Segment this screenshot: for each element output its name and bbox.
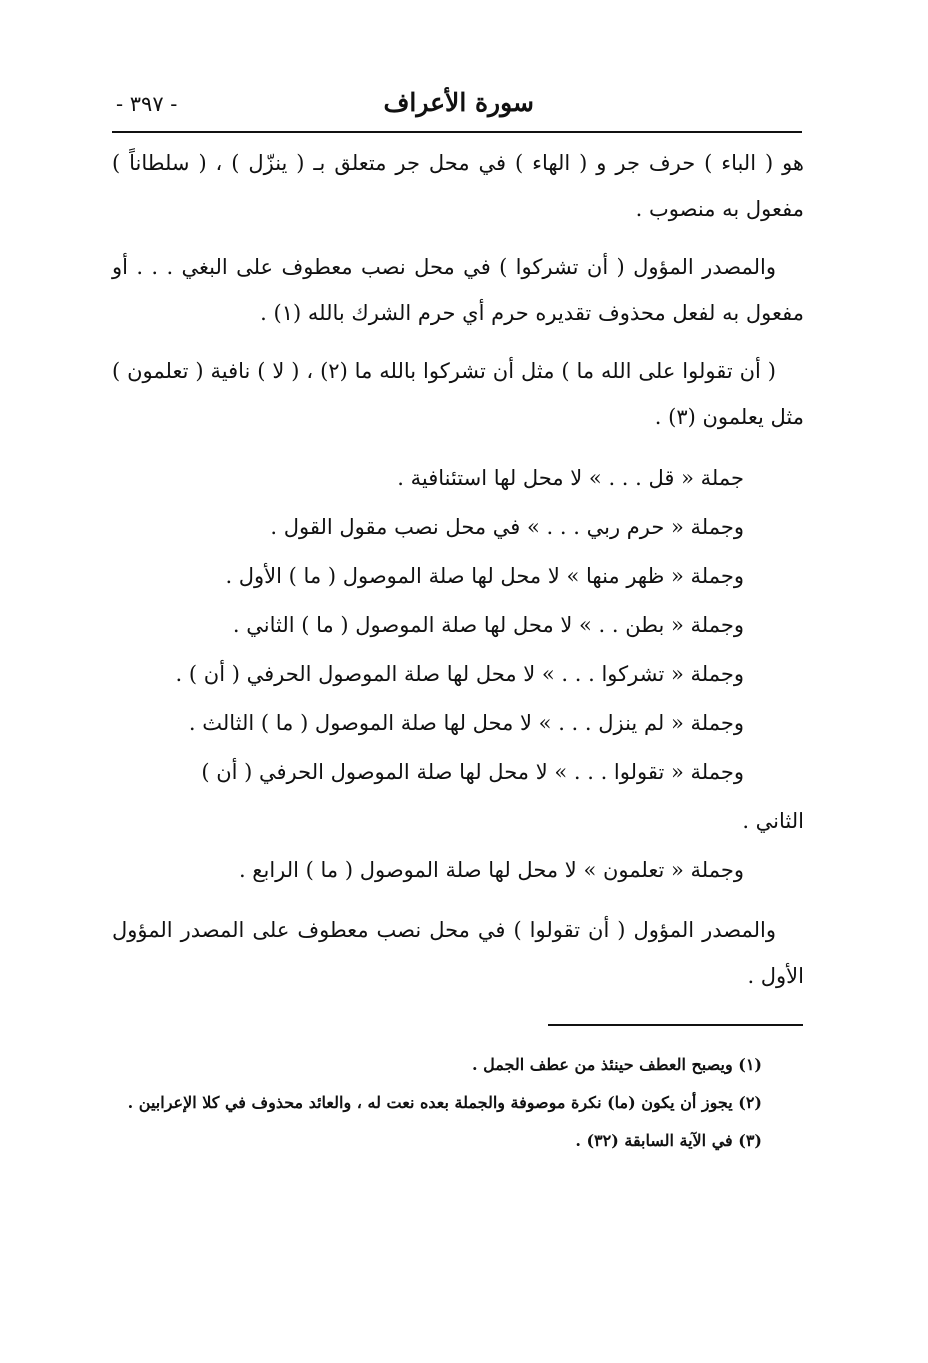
sentence-analysis-7-continuation: الثاني . <box>742 809 804 833</box>
paragraph-1: هو ( الباء ) حرف جر و ( الهاء ) في محل جر متعلق بـ ( ينزّل ) ، ( سلطاناً ) مفعول به منصوب . <box>112 151 804 221</box>
page-title: سورة الأعراف <box>383 88 534 117</box>
sentence-analysis-4: وجملة « بطن . . » لا محل لها صلة الموصول ( ما ) الثاني . <box>232 613 744 637</box>
footnote-divider <box>548 1024 803 1026</box>
sentence-analysis-3: وجملة « ظهر منها » لا محل لها صلة الموصول ( ما ) الأول . <box>225 564 744 588</box>
sentence-analysis-2: وجملة « حرم ربي . . . » في محل نصب مقول القول . <box>270 515 744 539</box>
sentence-analysis-1: جملة « قل . . . » لا محل لها استئنافية . <box>397 466 744 490</box>
footnote-1: (١) ويصبح العطف حينئذ من عطف الجمل . <box>471 1055 762 1074</box>
page-number: - ٣٩٧ - <box>116 92 178 116</box>
main-text <box>112 140 804 999</box>
header-divider <box>112 131 802 133</box>
paragraph-2: والمصدر المؤول ( أن تشركوا ) في محل نصب معطوف على البغي . . . أو مفعول به لفعل محذوف تقديره حرم أي حرم الشرك بالله (١) . <box>112 255 804 325</box>
sentence-analysis-5: وجملة « تشركوا . . . » لا محل لها صلة الموصول الحرفي ( أن ) . <box>175 662 744 686</box>
spacer <box>112 440 804 454</box>
page-header <box>112 84 802 128</box>
sentence-analysis-6: وجملة « لم ينزل . . . » لا محل لها صلة الموصول ( ما ) الثالث . <box>188 711 744 735</box>
spacer <box>112 895 804 907</box>
footnote-2: (٢) يجوز أن يكون (ما) نكرة موصوفة والجملة بعده نعت له ، والعائد محذوف في كلا الإعرابين . <box>127 1093 762 1112</box>
paragraph-4: والمصدر المؤول ( أن تقولوا ) في محل نصب معطوف على المصدر المؤول الأول . <box>112 918 804 988</box>
footnotes <box>100 1046 762 1160</box>
sentence-analysis-7: وجملة « تقولوا . . . » لا محل لها صلة الموصول الحرفي ( أن ) <box>201 760 744 784</box>
paragraph-3: ( أن تقولوا على الله ما ) مثل أن تشركوا بالله ما (٢) ، ( لا ) نافية ( تعلمون ) مثل يعلمون (٣) . <box>112 359 804 429</box>
sentence-analysis-8: وجملة « تعلمون » لا محل لها صلة الموصول ( ما ) الرابع . <box>238 858 744 882</box>
footnote-3: (٣) في الآية السابقة (٣٢) . <box>575 1131 762 1150</box>
